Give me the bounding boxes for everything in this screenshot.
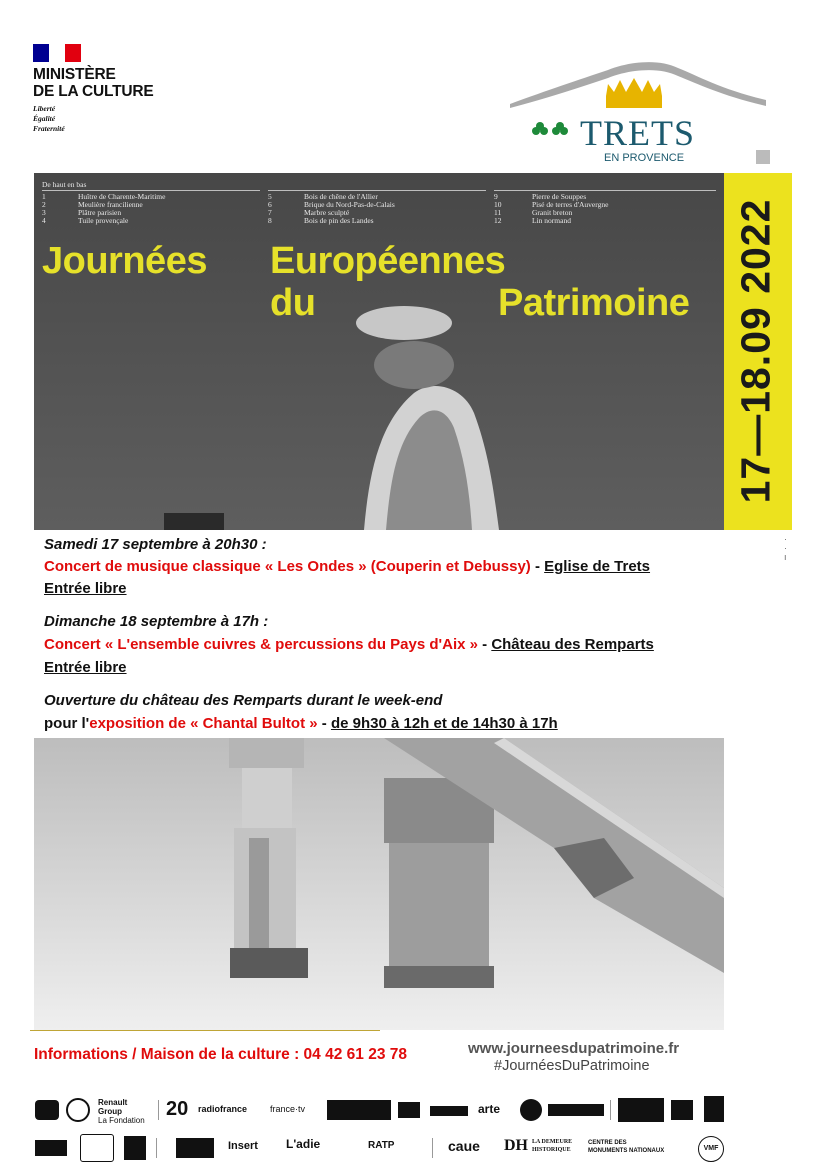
caption-item: Pisé de terres d'Auvergne [532, 200, 609, 209]
insert-logo: Insert [228, 1140, 258, 1152]
caption-item: Granit breton [532, 208, 573, 217]
caption-item: Brique du Nord-Pas-de-Calais [304, 200, 395, 209]
french-flag-icon [33, 44, 81, 62]
website-link[interactable]: www.journeesdupatrimoine.fr [468, 1040, 680, 1057]
saturday-event-line: Concert de musique classique « Les Ondes » (Couperin et Debussy) - Eglise de Trets [44, 558, 651, 575]
jep-poster: De haut en bas 1 Huître de Charente-Maritime 2 Meulière francilienne 3 Plâtre parisien 4 Tuile provençale 5 Bois de chêne de l'Allier 6 Brique du Nord-Pas-de-Calais 7 Marbre sculpté 8 Bois de pin des Landes 9 Pierre de Souppes 10 Pisé de terres d'Auvergne 11 Granit breton 12 Lin normand Journées Européennes du Patrimoine 17—18.09 2022 [34, 173, 792, 530]
trets-subtitle: EN PROVENCE [604, 152, 685, 164]
separator-line [30, 1030, 380, 1031]
eu-flag-icon [35, 1100, 59, 1120]
caption-item: Marbre sculpté [304, 208, 350, 217]
institution-logo-icon [618, 1098, 664, 1122]
sponsor-logo-2-icon [176, 1138, 214, 1158]
press-logos-icon [327, 1100, 391, 1120]
sunday-entry: Entrée libre [44, 659, 127, 676]
poster-title-europeennes: Européennes [270, 240, 506, 282]
cmn-logo: CENTRE DES MONUMENTS NATIONAUX [588, 1140, 665, 1154]
republic-motto: Liberté Égalité Fraternité [33, 104, 65, 133]
materials-photo [34, 738, 724, 1030]
caption-item: Tuile provençale [78, 216, 129, 225]
contact-info: Informations / Maison de la culture : 04 42 61 23 78 [34, 1046, 407, 1063]
caption-heading: De haut en bas [42, 180, 87, 189]
ministere-name: MINISTÈRE DE LA CULTURE [33, 66, 154, 100]
saturday-place: Eglise de Trets [544, 558, 651, 575]
institution-logo-2-icon [671, 1100, 693, 1120]
fondation-patrimoine-icon [80, 1134, 114, 1162]
page-marks: · · ı [784, 534, 787, 562]
trets-logo [508, 60, 770, 172]
radiofrance-logo: radiofrance [198, 1104, 248, 1114]
sculpture-photo [34, 173, 724, 530]
ratp-logo: RATP [368, 1140, 395, 1151]
exhibition-event: exposition de « Chantal Bultot » [89, 715, 318, 732]
sunday-place: Château des Remparts [491, 636, 654, 653]
sunday-event-line: Concert « L'ensemble cuivres & percussions du Pays d'Aix » - Château des Remparts [44, 636, 654, 653]
caue-logo: caue [448, 1138, 480, 1154]
vmf-logo: VMF [698, 1136, 724, 1162]
crest-icon [704, 1096, 724, 1122]
caption-item: Lin normand [532, 216, 571, 225]
saturday-entry: Entrée libre [44, 580, 127, 597]
renault-foundation-logo: Renault Group La Fondation [98, 1098, 145, 1125]
caption-item: Pierre de Souppes [532, 192, 587, 201]
francetv-logo: france·tv [270, 1104, 306, 1114]
caption-item: Meulière francilienne [78, 200, 143, 209]
ministere-logo [33, 44, 193, 144]
poster-title-du: du [270, 282, 316, 324]
poster-title-patrimoine: Patrimoine [498, 282, 690, 324]
trets-wordmark: TRETS [580, 113, 696, 153]
council-europe-icon [66, 1098, 90, 1122]
mosaic-logo-icon [124, 1136, 146, 1160]
caption-item: Huître de Charente-Maritime [78, 192, 166, 201]
exhibition-hours: de 9h30 à 12h et de 14h30 à 17h [330, 715, 558, 732]
sponsor-logo-icon [35, 1140, 67, 1156]
adie-logo: L'adie [286, 1137, 321, 1151]
dh-monogram-icon: DH [504, 1137, 528, 1154]
press-logo-icon [398, 1102, 420, 1118]
saturday-event: Concert de musique classique « Les Ondes » (Couperin et Debussy) [44, 558, 531, 575]
demeure-historique-logo: DH LA DEMEURE HISTORIQUE [504, 1137, 573, 1154]
saturday-heading: Samedi 17 septembre à 20h30 : [44, 536, 267, 553]
caption-item: Plâtre parisien [78, 208, 122, 217]
exhibition-line: pour l'exposition de « Chantal Bultot » - de 9h30 à 12h et de 14h30 à 17h [44, 715, 558, 732]
media-wordmark-icon [548, 1104, 604, 1116]
sunday-event: Concert « L'ensemble cuivres & percussions du Pays d'Aix » [44, 636, 478, 653]
media-round-icon [520, 1099, 542, 1121]
hashtag: #JournéesDuPatrimoine [494, 1058, 650, 1074]
caption-item: Bois de pin des Landes [304, 216, 374, 225]
caption-item: Bois de chêne de l'Allier [304, 192, 378, 201]
media-logo-icon [430, 1106, 468, 1116]
event-dates: 17—18.09 2022 [732, 198, 779, 504]
arte-logo: arte [478, 1102, 501, 1116]
opening-line: Ouverture du château des Remparts durant le week-end [44, 692, 443, 709]
poster-title-journees: Journées [42, 240, 207, 282]
sunday-heading: Dimanche 18 septembre à 17h : [44, 613, 269, 630]
twenty-logo: 20 [166, 1098, 189, 1120]
